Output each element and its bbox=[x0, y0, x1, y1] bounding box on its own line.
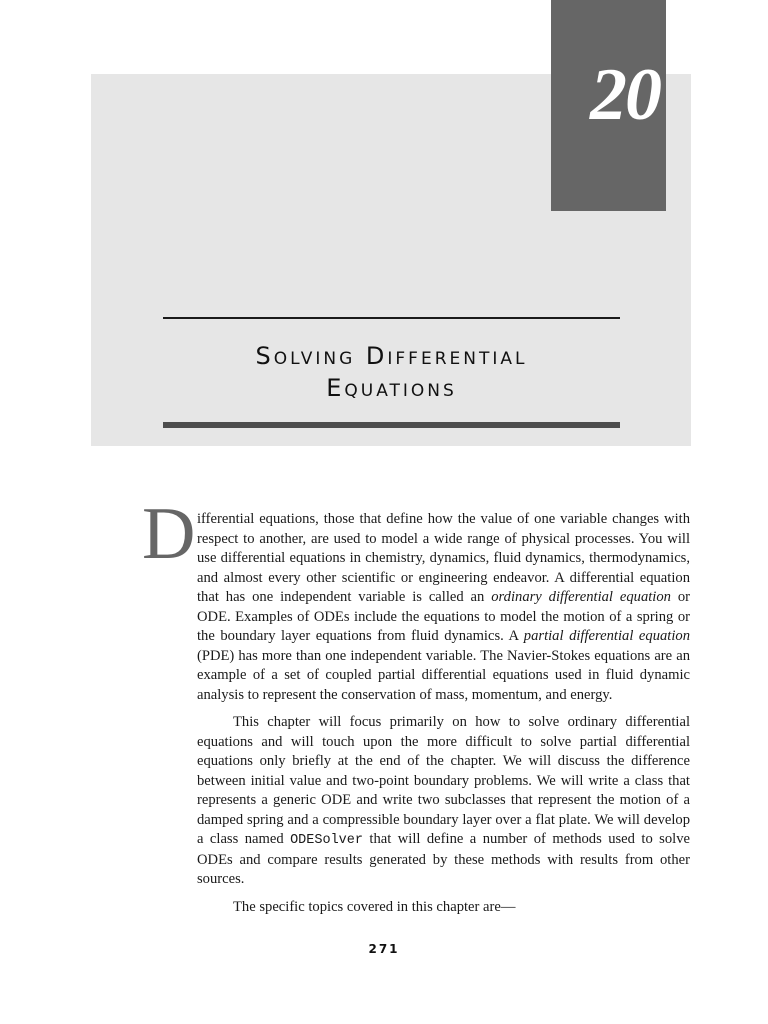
chapter-number-tab bbox=[551, 0, 666, 211]
chapter-title bbox=[163, 340, 620, 404]
intro-text-a: ifferential equations, those that define how the value of one variable changes with respect to another, are used to model a wide range of physical processes. You will use differential equations in chemistry, dynamics, fluid dynamics, thermodynamics, and almost every other scientific or engineering endeavor. A differential equation that has one independent variable is called an bbox=[197, 511, 690, 605]
title-rule-bottom bbox=[163, 422, 620, 428]
intro-paragraph bbox=[197, 510, 690, 705]
intro-text-b: or ODE. Examples of ODEs include the equations to model the motion of a spring or the boundary layer equations from fluid dynamics. A bbox=[197, 589, 691, 644]
focus-paragraph bbox=[197, 713, 690, 890]
focus-text-a: This chapter will focus primarily on how to solve ordinary differential equations and will touch upon the more difficult to solve partial differential equations only briefly at the end of the chapter. We will discuss the difference between initial value and two-point boundary problems. We will write a class that represents a generic ODE and write two subclasses that represent the motion of a damped spring and a compressible boundary layer over a flat plate. We will develop a class named bbox=[197, 714, 690, 847]
intro-text-c: (PDE) has more than one independent variable. The Navier-Stokes equations are an example of a set of coupled partial differential equations used in fluid dynamic analysis to represent the conservation of mass, momentum, and energy. bbox=[197, 647, 690, 703]
focus-text-b: that will define a number of methods used to solve ODEs and compare results generated by these methods with results from other sources. bbox=[197, 831, 690, 887]
title-rule-top bbox=[163, 317, 620, 319]
chapter-number: 20 bbox=[590, 54, 660, 136]
code-odesolver: ODESolver bbox=[290, 833, 363, 848]
intro-italic-ode: ordinary differential equation bbox=[491, 589, 671, 605]
topics-intro-paragraph: The specific topics covered in this chapter are— bbox=[233, 898, 516, 915]
intro-italic-pde: partial differential equation bbox=[523, 628, 690, 644]
drop-cap: D bbox=[142, 493, 196, 575]
chapter-title-line-2: Equations bbox=[326, 374, 457, 402]
page-number: 271 bbox=[368, 942, 400, 956]
body-text bbox=[197, 510, 690, 917]
chapter-title-line-1: Solving Differential bbox=[255, 342, 528, 370]
